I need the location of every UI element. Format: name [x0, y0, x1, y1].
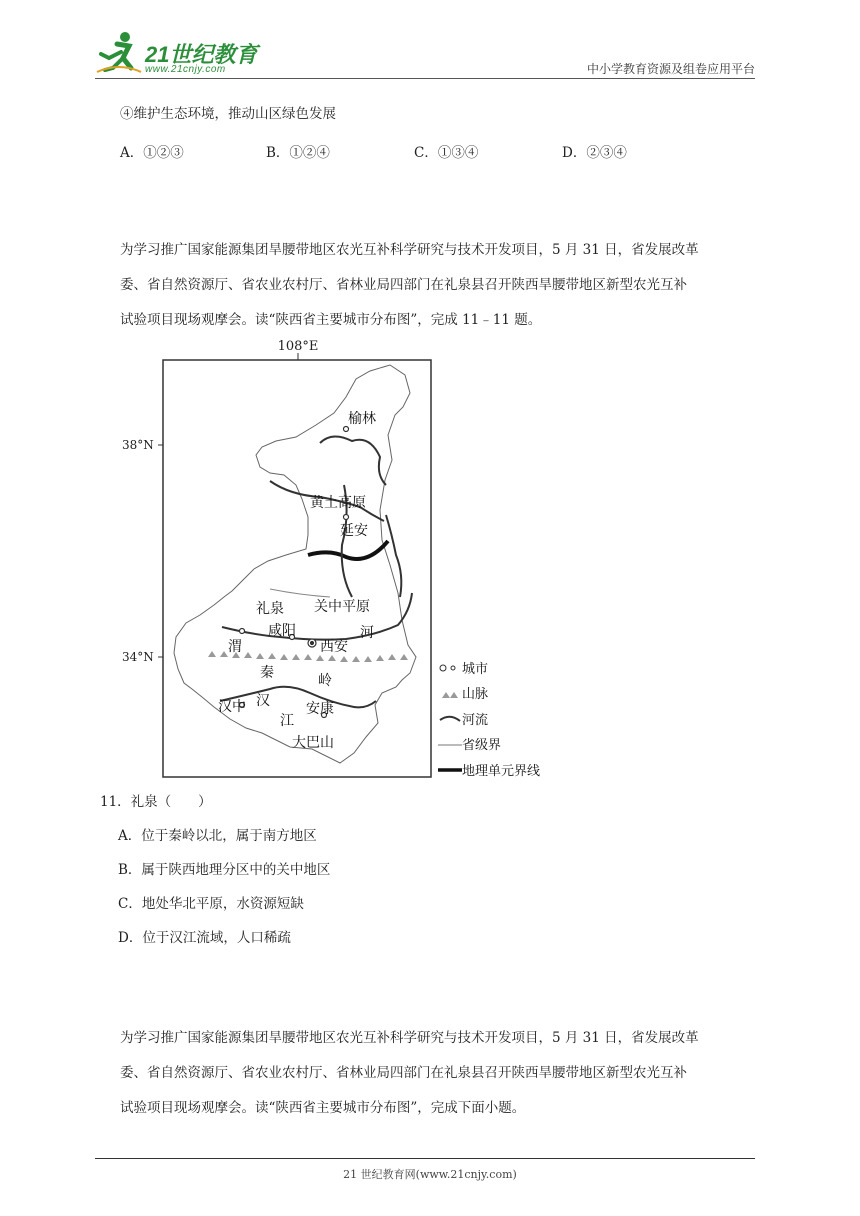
city-xian-center	[311, 642, 314, 645]
label-yulin: 榆林	[348, 410, 376, 426]
footer-text[interactable]: 21 世纪教育网(www.21cnjy.com)	[343, 1168, 517, 1181]
passage2-line1: 为学习推广国家能源集团旱腰带地区农光互补科学研究与技术开发项目，5 月 31 日，省发展改革	[120, 1030, 699, 1046]
logo-url: www.21cnjy.com	[145, 64, 226, 75]
legend-province: 省级界	[462, 737, 502, 752]
label-jiang: 江	[280, 712, 294, 728]
legend-city-symbol	[440, 665, 446, 671]
label-loess-plateau: 黄土高原	[310, 494, 366, 510]
legend-mountain: 山脉	[462, 686, 489, 701]
map-legend	[438, 661, 540, 778]
label-han: 汉	[256, 692, 270, 708]
lon-label: 108°E	[277, 339, 319, 354]
prev-option-a: A．①②③	[120, 145, 184, 161]
passage1-line3: 试验项目现场观摩会。读“陕西省主要城市分布图”，完成 11﹣11 题。	[120, 312, 542, 328]
site-logo[interactable]	[95, 28, 265, 80]
label-wei: 渭	[228, 638, 242, 654]
q11-stem: 11．礼泉（ ）	[100, 794, 212, 810]
q11-option-a[interactable]: A．位于秦岭以北，属于南方地区	[118, 828, 317, 844]
passage2-line2: 委、省自然资源厅、省农业农村厅、省林业局四部门在礼泉县召开陕西旱腰带地区新型农光互补	[120, 1065, 687, 1081]
city-yanan-dot	[344, 515, 349, 520]
shaanxi-city-map	[120, 335, 580, 785]
label-xian: 西安	[320, 638, 348, 654]
q11-option-d[interactable]: D．位于汉江流域，人口稀疏	[118, 930, 291, 946]
label-yanan: 延安	[340, 522, 368, 538]
runner-logo-icon	[95, 28, 143, 76]
passage1-line1: 为学习推广国家能源集团旱腰带地区农光互补科学研究与技术开发项目，5 月 31 日，省发展改革	[120, 242, 699, 258]
lat-label-38: 38°N	[122, 438, 154, 452]
label-ankang: 安康	[306, 700, 334, 716]
city-yulin-dot	[344, 427, 349, 432]
legend-river-symbol	[440, 717, 460, 721]
header-divider	[95, 78, 755, 79]
legend-river: 河流	[462, 712, 489, 727]
label-hanzhong: 汉中	[218, 698, 246, 714]
page-header	[95, 28, 755, 80]
prev-item-4: ④维护生态环境，推动山区绿色发展	[120, 106, 336, 122]
q11-option-b[interactable]: B．属于陕西地理分区中的关中地区	[118, 862, 331, 878]
header-tagline: 中小学教育资源及组卷应用平台	[586, 62, 755, 76]
prev-option-b: B．①②④	[266, 145, 330, 161]
label-guanzhong-plain: 关中平原	[314, 598, 370, 614]
prev-option-c: C．①③④	[414, 145, 479, 161]
label-qin: 秦	[260, 664, 274, 680]
label-ling: 岭	[318, 672, 332, 688]
logo-text: 21世纪教育	[145, 42, 258, 67]
province-outline	[174, 365, 416, 763]
label-liquan: 礼泉	[256, 600, 284, 616]
legend-mountain-symbol	[442, 692, 458, 698]
passage1-line2: 委、省自然资源厅、省农业农村厅、省林业局四部门在礼泉县召开陕西旱腰带地区新型农光互补	[120, 277, 687, 293]
footer-divider	[95, 1158, 755, 1159]
label-xianyang: 咸阳	[268, 622, 296, 638]
prev-option-d: D．②③④	[562, 145, 627, 161]
city-liquan-dot	[240, 629, 245, 634]
legend-unit-boundary: 地理单元界线	[462, 763, 541, 778]
label-he: 河	[360, 624, 374, 640]
passage2-line3: 试验项目现场观摩会。读“陕西省主要城市分布图”，完成下面小题。	[120, 1100, 526, 1116]
label-dabashan: 大巴山	[292, 734, 334, 750]
legend-city: 城市	[462, 661, 489, 676]
lat-label-34: 34°N	[122, 650, 154, 664]
q11-option-c[interactable]: C．地处华北平原，水资源短缺	[118, 896, 304, 912]
